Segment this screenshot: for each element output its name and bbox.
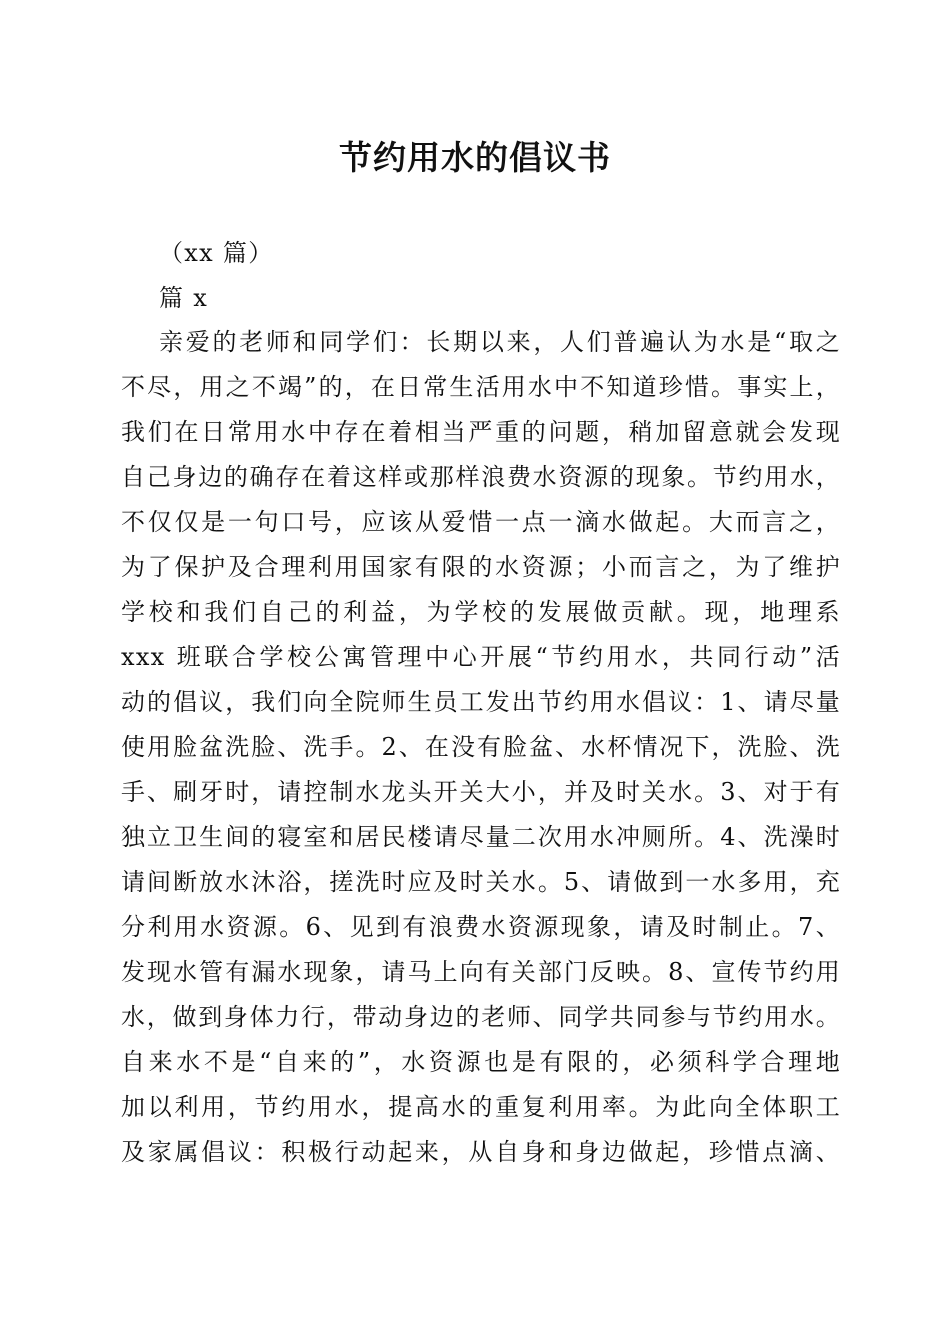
body-line: 不仅仅是一句口号，应该从爱惜一点一滴水做起。大而言之， [121, 508, 841, 536]
body-line: 独立卫生间的寝室和居民楼请尽量二次用水冲厕所。4、洗澡时 [121, 823, 841, 851]
body-line: 不尽，用之不竭”的，在日常生活用水中不知道珍惜。事实上， [121, 373, 841, 401]
body-line: 亲爱的老师和同学们：长期以来，人们普遍认为水是“取之 [159, 328, 841, 356]
body-line: 动的倡议，我们向全院师生员工发出节约用水倡议：1、请尽量 [121, 688, 841, 716]
body-line: 为了保护及合理利用国家有限的水资源；小而言之，为了维护 [121, 553, 841, 581]
body-line: 加以利用，节约用水，提高水的重复利用率。为此向全体职工 [121, 1093, 841, 1121]
body-line: 使用脸盆洗脸、洗手。2、在没有脸盆、水杯情况下，洗脸、洗 [121, 733, 841, 761]
body-line: 水，做到身体力行，带动身边的老师、同学共同参与节约用水。 [121, 1003, 841, 1031]
body-line: 我们在日常用水中存在着相当严重的问题，稍加留意就会发现 [121, 418, 841, 446]
body-line: 自来水不是“自来的”，水资源也是有限的，必须科学合理地 [121, 1048, 841, 1076]
document-title: 节约用水的倡议书 [339, 138, 611, 177]
body-line: xxx 班联合学校公寓管理中心开展“节约用水，共同行动”活 [121, 643, 841, 671]
body-line: 发现水管有漏水现象，请马上向有关部门反映。8、宣传节约用 [121, 958, 841, 986]
body-line: 分利用水资源。6、见到有浪费水资源现象，请及时制止。7、 [121, 913, 841, 941]
body-line: 自己身边的确存在着这样或那样浪费水资源的现象。节约用水， [121, 463, 841, 491]
body-line: 学校和我们自己的利益，为学校的发展做贡献。现，地理系 [121, 598, 841, 626]
body-line: 请间断放水沐浴，搓洗时应及时关水。5、请做到一水多用，充 [121, 868, 841, 896]
meta-line-section: 篇 x [159, 284, 209, 312]
body-line: 手、刷牙时，请控制水龙头开关大小，并及时关水。3、对于有 [121, 778, 841, 806]
meta-line-count: （xx 篇） [159, 239, 274, 267]
body-line: 及家属倡议：积极行动起来，从自身和身边做起，珍惜点滴、 [121, 1138, 841, 1166]
